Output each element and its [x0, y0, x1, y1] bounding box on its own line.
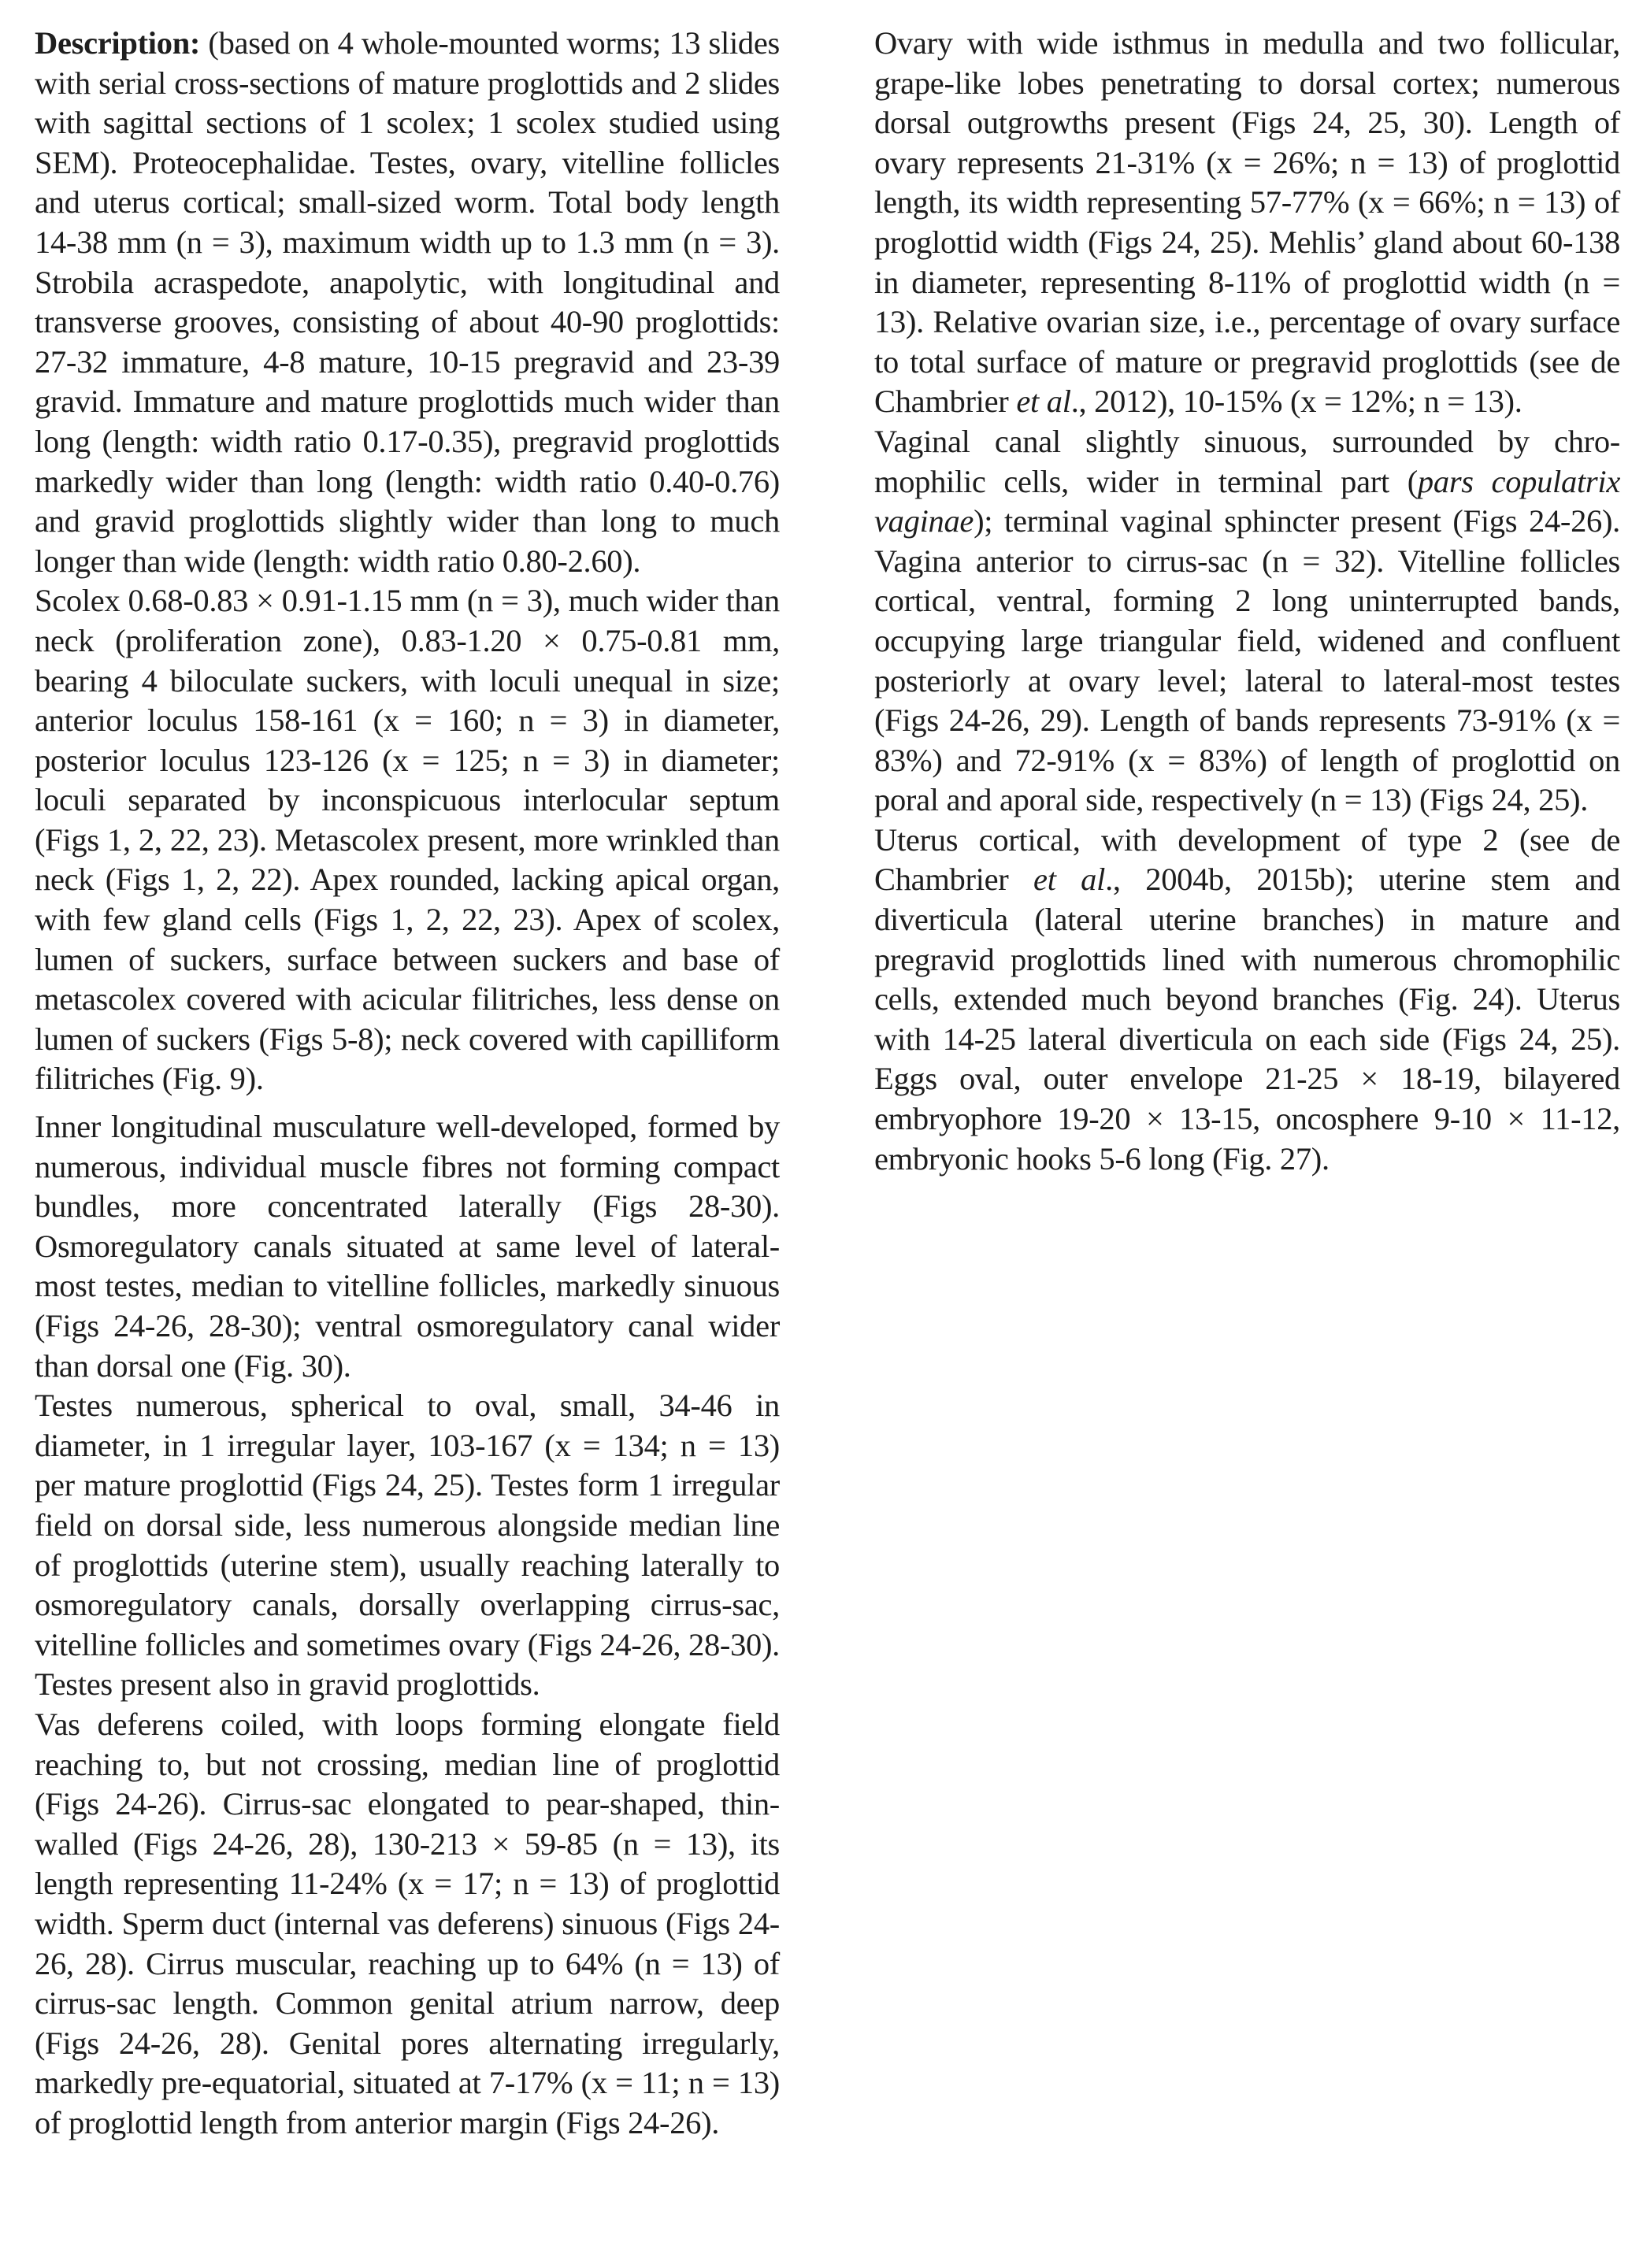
left-column [35, 24, 780, 2143]
uterus-text-2: ., 2004b, 2015b); uterine stem and diverticula (lateral uterine branches) in mature and pregravid proglottids lined with numerous chromophilic cells, extended much beyond branches (Fig. 24). Uterus with 14-25 lateral diverticula on each side (Figs 24, 25). Eggs oval, outer envelope 21-25 × 18-19, bilayered embryophore 19-20 × 13-15, oncosphere 9-10 × 11-12, embryonic hooks 5-6 long (Fig. 27). [874, 862, 1620, 1177]
paragraph-vas-deferens: Vas deferens coiled, with loops forming elongate field reaching to, but not crossing, median line of proglottid (Figs 24-26). Cirrus-sac elongated to pear-shaped, thin-walled (Figs 24-26, 28), 130-213 × 59-85 (n = 13), its length representing 11-24% (x = 17; n = 13) of proglottid width. Sperm duct (internal vas deferens) sinuous (Figs 24-26, 28). Cirrus muscular, reaching up to 64% (n = 13) of cirrus-sac length. Common genital atrium narrow, deep (Figs 24-26, 28). Genital pores alternating irregularly, markedly pre-equatorial, situated at 7-17% (x = 11; n = 13) of proglottid length from anterior margin (Figs 24-26). [35, 1706, 780, 2140]
ovary-citation-italic: et al [1016, 384, 1071, 420]
paragraph-uterus [874, 821, 1620, 1179]
vaginal-text-1: Vaginal canal slightly sinuous, surrounded by chro-mophilic cells, wider in terminal part ( [874, 423, 1620, 499]
uterus-text-1: Uterus cortical, with development of type 2 (see de Chambrier [874, 821, 1620, 898]
right-column [874, 24, 1620, 1179]
description-text: (based on 4 whole-mounted worms; 13 slides with serial cross-sections of mature proglottids and 2 slides with sagittal sections of 1 scolex; 1 scolex studied using SEM). Proteocephalidae. Testes, ovary, vitelline follicles and uterus cortical; small-sized worm. Total body length 14-38 mm (n = 3), maximum width up to 1.3 mm (n = 3). Strobila acraspedote, anapolytic, with longitudinal and transverse grooves, consisting of about 40-90 proglottids: 27-32 immature, 4-8 mature, 10-15 pregravid and 23-39 gravid. Immature and mature proglottids much wider than long (length: width ratio 0.17-0.35), pregravid proglottids markedly wider than long (length: width ratio 0.40-0.76) and gravid proglottids slightly wider than long to much longer than wide (length: width ratio 0.80-2.60). [35, 25, 780, 579]
paragraph-testes: Testes numerous, spherical to oval, small, 34-46 in diameter, in 1 irregular layer, 103-167 (x = 134; n = 13) per mature proglottid (Figs 24, 25). Testes form 1 irregular field on dorsal side, less numerous alongside median line of proglottids (uterine stem), usually reaching laterally to osmoregulatory canals, dorsally overlapping cirrus-sac, vitelline follicles and sometimes ovary (Figs 24-26, 28-30). Testes present also in gravid proglottids. [35, 1388, 780, 1703]
ovary-text-2: ., 2012), 10-15% (x = 12%; n = 13). [1070, 384, 1522, 420]
vaginal-latin-term: pars copulatrix vaginae [874, 463, 1620, 539]
paragraph-ovary [874, 24, 1620, 422]
paragraph-musculature: Inner longitudinal musculature well-developed, formed by numerous, individual muscle fibres not forming compact bundles, more concentrated laterally (Figs 28-30). Osmoregulatory canals situated at same level of lateral-most testes, median to vitelline follicles, markedly sinuous (Figs 24-26, 28-30); ventral osmoregulatory canal wider than dorsal one (Fig. 30). [35, 1109, 780, 1384]
ovary-text-1: Ovary with wide isthmus in medulla and two follicular, grape-like lobes penetrating to dorsal cortex; numerous dorsal outgrowths present (Figs 24, 25, 30). Length of ovary represents 21-31% (x = 26%; n = 13) of proglottid length, its width representing 57-77% (x = 66%; n = 13) of proglottid width (Figs 24, 25). Mehlis’ gland about 60-138 in diameter, representing 8-11% of proglottid width (n = 13). Relative ovarian size, i.e., percentage of ovary surface to total surface of mature or pregravid proglottids (see de Chambrier [874, 25, 1620, 420]
uterus-citation-italic: et al [1033, 862, 1106, 898]
description-label: Description: [35, 25, 201, 61]
paragraph-description [35, 24, 780, 581]
vaginal-text-2: ); terminal vaginal sphincter present (Figs 24-26). Vagina anterior to cirrus-sac (n = 32). Vitelline follicles cortical, ventral, forming 2 long uninterrupted bands, occupying large triangular field, widened and confluent posteriorly at ovary level; lateral to lateral-most testes (Figs 24-26, 29). Length of bands represents 73-91% (x = 83%) and 72-91% (x = 83%) of length of proglottid on poral and aporal side, respectively (n = 13) (Figs 24, 25). [874, 503, 1620, 818]
paragraph-vaginal-canal [874, 422, 1620, 821]
paragraph-scolex: Scolex 0.68-0.83 × 0.91-1.15 mm (n = 3), much wider than neck (proliferation zone), 0.83-1.20 × 0.75-0.81 mm, bearing 4 biloculate suckers, with loculi unequal in size; anterior loculus 158-161 (x = 160; n = 3) in diameter, posterior loculus 123-126 (x = 125; n = 3) in diameter; loculi separated by inconspicuous interlocular septum (Figs 1, 2, 22, 23). Metascolex present, more wrinkled than neck (Figs 1, 2, 22). Apex rounded, lacking apical organ, with few gland cells (Figs 1, 2, 22, 23). Apex of scolex, lumen of suckers, surface between suckers and base of metascolex covered with acicular filitriches, less dense on lumen of suckers (Figs 5-8); neck covered with capilliform filitriches (Fig. 9). [35, 583, 780, 1097]
